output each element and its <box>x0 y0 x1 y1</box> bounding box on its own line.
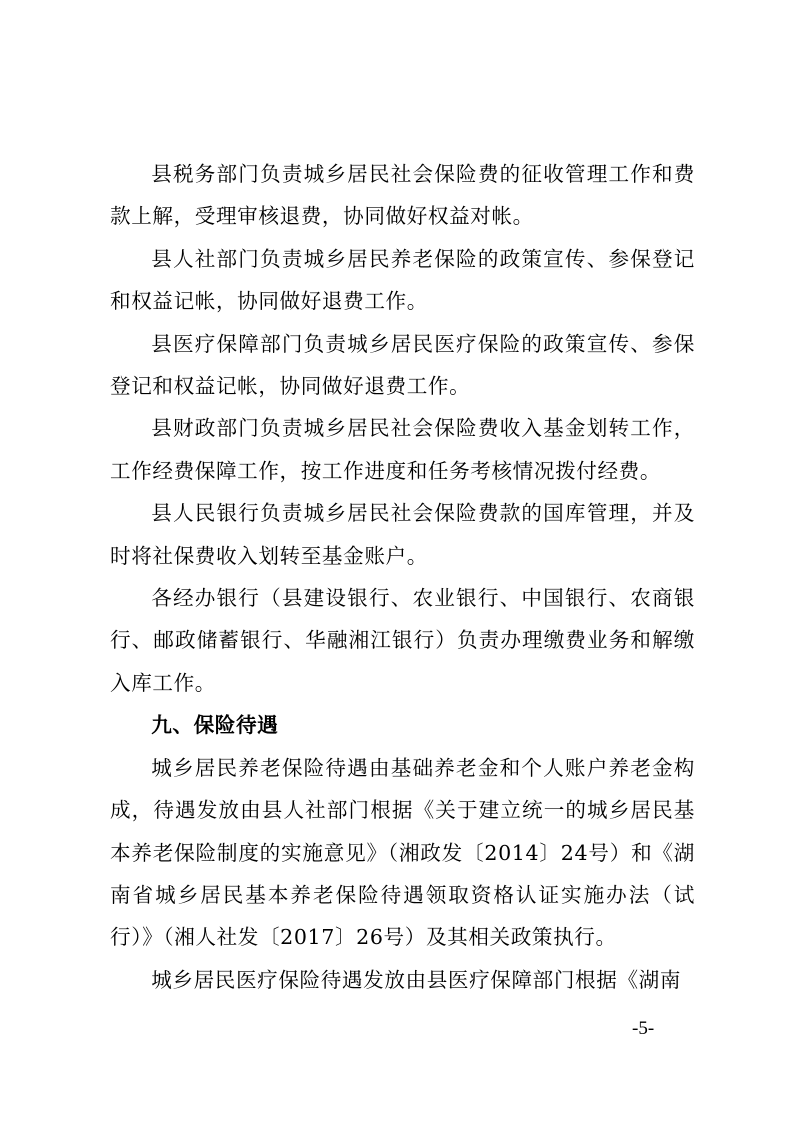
paragraph-tax-department: 县税务部门负责城乡居民社会保险费的征收管理工作和费款上解，受理审核退费，协同做好权益对帐。 <box>110 162 695 229</box>
paragraph-peoples-bank: 县人民银行负责城乡居民社会保险费款的国库管理，并及时将社保费收入划转至基金账户。 <box>110 501 695 568</box>
paragraph-hr-social-security-department: 县人社部门负责城乡居民养老保险的政策宣传、参保登记和权益记帐，协同做好退费工作。 <box>110 246 695 314</box>
document-body <box>110 153 695 1001</box>
page-number: -5- <box>632 1018 655 1039</box>
section-heading-insurance-benefits: 九、保险待遇 <box>151 713 279 738</box>
paragraph-handling-banks: 各经办银行（县建设银行、农业银行、中国银行、农商银行、邮政储蓄银行、华融湘江银行）负责办理缴费业务和解缴入库工作。 <box>110 586 695 695</box>
paragraph-pension-benefits: 城乡居民养老保险待遇由基础养老金和个人账户养老金构成，待遇发放由县人社部门根据《关于建立统一的城乡居民基本养老保险制度的实施意见》（湘政发〔2014〕24号）和《湖南省城乡居民基本养老保险待遇领取资格认证实施办法（试行）》（湘人社发〔2017〕26号）及其相关政策执行。 <box>110 755 695 950</box>
paragraph-finance-department: 县财政部门负责城乡居民社会保险费收入基金划转工作，工作经费保障工作，按工作进度和任务考核情况拨付经费。 <box>110 416 695 483</box>
paragraph-medical-benefits: 城乡居民医疗保险待遇发放由县医疗保障部门根据《湖南 <box>151 967 682 992</box>
paragraph-medical-security-department: 县医疗保障部门负责城乡居民医疗保险的政策宣传、参保登记和权益记帐，协同做好退费工作。 <box>110 331 695 399</box>
